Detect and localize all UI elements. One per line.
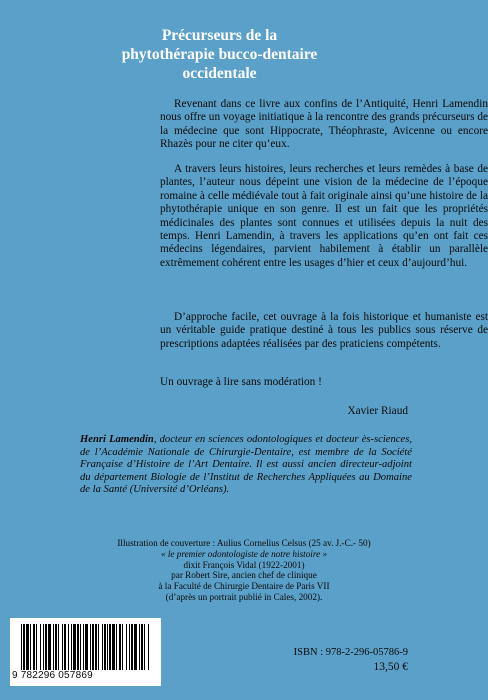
credits-line-5: à la Faculté de Chirurgie Dentaire de Paris VII bbox=[158, 581, 330, 592]
barcode-digits: 9 782296 057869 bbox=[12, 670, 93, 681]
author-bio-text: , docteur en sciences odontologiques et docteur ès-sciences, de l’Académie Nationale de Chirurgie-Dentaire, est membre de la Société Française d’Histoire de l’Art Dentaire. Il est aussi ancien directeur-adjoint du département Biologie de l’Institut de Recherches Appliquées au Domaine de la Santé (Université d’Orléans). bbox=[80, 434, 412, 496]
summary-paragraph-2: A travers leurs histoires, leurs recherches et leurs remèdes à base de plantes, l’auteur nous dépeint une vision de la médecine de l’époque romaine à celle médiévale tout à fait originale ainsi qu’une histoire de la phytothérapie unique en son genre. Il est un fait que les propriétés médicinales des plantes sont connues et utilisées depuis la nuit des temps. Henri Lamendin, à travers les applications qu’en ont fait ces médecins légendaires, parvient habilement à établir un parallèle extrêmement cohérent entre les usages d’hier et ceux d’aujourd’hui. bbox=[160, 163, 488, 269]
summary-paragraph-1: Revenant dans ce livre aux confins de l’Antiquité, Henri Lamendin nous offre un voyage initiatique à la rencontre des grands précurseurs de la médecine que sont Hippocrate, Théophraste, Avicenne ou encore Rhazès pour ne citer qu’eux. bbox=[160, 98, 488, 151]
isbn: ISBN : 978-2-296-05786-9 bbox=[293, 647, 408, 658]
credits-line-2: « le premier odontologiste de notre histoire » bbox=[160, 548, 328, 559]
title-line-2: phytothérapie bucco-dentaire bbox=[121, 46, 318, 63]
author-name: Henri Lamendin bbox=[80, 434, 154, 445]
price: 13,50 € bbox=[373, 661, 408, 673]
author-bio bbox=[80, 434, 412, 497]
title-line-1: Précurseurs de la bbox=[161, 27, 278, 44]
summary-paragraph-3: D’approche facile, cet ouvrage à la fois historique et humaniste est un véritable guide pratique destiné à tous les publics sous réserve de prescriptions adaptées réalisées par des praticiens compétents. bbox=[160, 311, 488, 350]
cover-illustration-credits bbox=[80, 538, 408, 603]
credits-line-4: par Robert Sire, ancien chef de clinique bbox=[171, 570, 317, 581]
title-line-3: occidentale bbox=[182, 65, 257, 82]
credits-line-1: Illustration de couverture : Aulius Cornelius Celsus (25 av. J.-C.- 50) bbox=[117, 538, 371, 548]
review-signature: Xavier Riaud bbox=[347, 405, 408, 417]
summary-paragraph-4: Un ouvrage à lire sans modération ! bbox=[160, 376, 322, 388]
book-title bbox=[0, 26, 439, 83]
credits-line-3: dixit François Vidal (1922-2001) bbox=[183, 559, 305, 570]
credits-line-6: (d’après un portrait publié in Cales, 2002). bbox=[165, 591, 323, 602]
